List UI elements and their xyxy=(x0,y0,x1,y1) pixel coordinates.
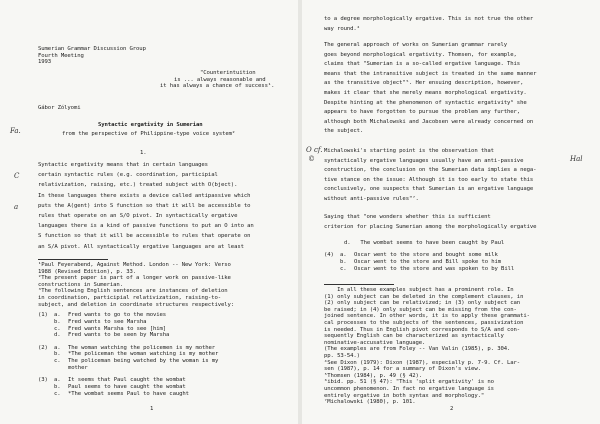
example-letter: b. xyxy=(54,351,61,358)
footnote-line: In all these examples subject has a prominent role. In xyxy=(324,287,514,293)
footnote-line: ⁶ibid. pp. 51 (§ 47): "This 'split ergativity' is no xyxy=(324,379,494,386)
example-text: Oscar went to the store and Bill spoke to him xyxy=(354,258,502,265)
footnote-line: cal processes to the subjects of the sentences, passivization xyxy=(324,320,524,326)
example-text: Fred wants Marsha to see [him] xyxy=(68,325,167,332)
epigraph-line: "Counterintuition xyxy=(200,70,256,76)
body-line: conclusively, one suspects that Sumerian is an ergative language xyxy=(324,186,534,193)
footnote-line: nominative-accusative language. xyxy=(324,339,426,346)
body-line: without anti-passive rules"⁷. xyxy=(324,196,419,202)
example-text: mother xyxy=(68,365,88,372)
body-line: construction, the conclusion on the Sumerian data implies a nega- xyxy=(324,167,537,174)
example-letter: b. xyxy=(54,384,61,391)
example-letter: a. xyxy=(54,344,61,351)
body-line: way round.⁴ xyxy=(324,25,360,32)
footnote-line: ³The following English sentences are instances of deletion xyxy=(38,288,228,295)
header-line: 1993 xyxy=(38,59,52,66)
paper-subtitle: from the perspective of Philippine-type voice system² xyxy=(62,131,236,137)
footnote-line: uncommon phenomenon. In fact no ergative language is xyxy=(324,386,494,392)
footnote-rule xyxy=(324,284,394,285)
footnote-line: 1988 (Revised Edition), p. 33. xyxy=(38,268,137,275)
section-number: 1. xyxy=(140,150,147,156)
example-letter: b. xyxy=(54,318,61,325)
footnote-line: constructions in Sumerian. xyxy=(38,281,123,288)
example-text: *The wombat seems Paul to have caught xyxy=(68,390,189,397)
body-line: Michalowski's starting point is the observation that xyxy=(324,148,494,154)
example-letter: c. xyxy=(54,325,61,332)
left-page xyxy=(0,0,298,424)
margin-note: Fa. xyxy=(10,127,21,135)
footnote-line: in coordination, participial relativization, raising-to- xyxy=(38,295,221,301)
header-line: Fourth Meeting xyxy=(38,52,84,59)
footnote-line: ⁷Michalowski (1980), p. 101. xyxy=(324,399,416,406)
epigraph-line: it has always a chance of success¹. xyxy=(160,83,275,90)
example-text: Fred wants to go to the movies xyxy=(68,312,167,318)
footnote-line: sequently English can be characterized as syntactically xyxy=(324,333,504,340)
footnote-line: pp. 53-54.) xyxy=(324,353,360,359)
author-name: Gábor Zólyomi xyxy=(38,105,81,111)
example-text: Oscar went to the store and bought some milk xyxy=(354,252,498,258)
footnote-line: ¹Paul Feyerabend, Against Method. London -- New York: Verso xyxy=(38,262,231,268)
body-line: as the transitive object"⁵. Her ensuing description, however, xyxy=(324,80,524,87)
margin-note: a xyxy=(14,203,19,211)
example-number: (4) xyxy=(324,252,334,258)
body-line: criterion for placing Sumerian among the morphologically ergative xyxy=(324,223,537,230)
footnote-line: be raised; in (4) only subject can be missing from the con- xyxy=(324,306,517,313)
body-line: Despite hinting at the phenomenon of syntactic ergativity⁶ she xyxy=(324,99,527,106)
body-line: tive stance on the issue: Although it is too early to state this xyxy=(324,176,534,183)
example-text: Fred wants to be seen by Marsha xyxy=(68,332,170,339)
footnote-rule xyxy=(38,259,108,260)
body-line: makes it clear that she merely means morphological ergativity. xyxy=(324,90,527,96)
example-letter: c. xyxy=(340,265,347,272)
example-text: Paul seems to have caught the wombat xyxy=(68,384,186,391)
footnote-line: ⁵Thomsen (1984), p. 49 (§ 42). xyxy=(324,372,423,379)
example-letter: c. xyxy=(54,390,61,397)
example-text: Oscar went to the store and was spoken to by Bill xyxy=(354,265,515,272)
example-number: (3) xyxy=(38,377,48,384)
example-letter: a. xyxy=(340,252,347,258)
body-line: S function so that it will be accessible to rules that operate on xyxy=(38,233,251,240)
body-line: means that the intransitive subject is treated in the same manner xyxy=(324,70,537,77)
right-page xyxy=(302,0,600,424)
footnote-line: is needed. Thus in English pivot corresponds to S/A and con- xyxy=(324,326,521,333)
body-line: although both Michalowski and Jacobsen were already concerned on xyxy=(324,118,534,125)
body-line: relativization, raising, etc.) treated subject with O(bject). xyxy=(38,182,238,189)
footnote-line: (1) only subject can be deleted in the complement clauses, in xyxy=(324,293,524,300)
margin-note: © xyxy=(308,155,315,163)
page-number: 1 xyxy=(150,406,154,412)
example-number: (1) xyxy=(38,312,48,318)
example-text: The woman watching the policemen is my mother xyxy=(68,344,216,351)
margin-note: O cf. xyxy=(306,146,323,154)
body-line: languages there is a kind of passive functions to put an O into an xyxy=(38,223,254,230)
body-line: The general approach of works on Sumerian grammar rarely xyxy=(324,42,507,48)
page-number: 2 xyxy=(450,406,454,412)
body-line: claims that "Sumerian is a so-called ergative language. This xyxy=(324,61,521,68)
header-line: Sumerian Grammar Discussion Group xyxy=(38,46,146,52)
epigraph-line: is ... always reasonable and xyxy=(174,76,266,83)
example-letter: d. xyxy=(54,332,61,339)
example-text: Fred wants to see Marsha xyxy=(68,318,147,325)
example-letter: a. xyxy=(54,312,61,318)
body-line: syntactically ergative languages usually have an anti-passive xyxy=(324,157,524,164)
example-text: It seems that Paul caught the wombat xyxy=(68,377,186,384)
footnote-line: sen (1987), p. 14 for a summary of Dixon's view. xyxy=(324,366,481,373)
body-line: to a degree morphologically ergative. This is not true the other xyxy=(324,16,534,22)
margin-note: C xyxy=(14,172,20,180)
body-line: goes beyond morphological ergativity. Thomsen, for example, xyxy=(324,51,517,58)
body-line: an S/A pivot. All syntactically ergative languages are at least xyxy=(38,243,244,250)
example-letter: c. xyxy=(54,358,61,365)
body-line: Saying that "one wonders whether this is sufficient xyxy=(324,214,491,220)
example-text: *The policeman the woman watching is my mother xyxy=(68,351,219,358)
example-number: (2) xyxy=(38,344,48,351)
body-line: puts the A(gent) into S function so that it will be accessible to xyxy=(38,202,251,209)
footnote-line: entirely ergative in both syntax and morphology." xyxy=(324,392,485,399)
footnote-line: (2) only subject can be relativized; in (3) only subject can xyxy=(324,300,521,307)
footnote-line: joined sentence. In other words, it is to apply these grammati- xyxy=(324,313,530,320)
paper-title: Syntactic ergativity in Sumerian xyxy=(98,122,203,128)
example-line: d. The wombat seems to have been caught by Paul xyxy=(344,240,505,246)
footnote-line: ²The present paper is part of a longer work on passive-like xyxy=(38,275,231,282)
footnote-line: ⁴See Dixon (1979): Dixon (1987), especially p. 7-9. Cf. Lar- xyxy=(324,359,521,366)
body-line: rules that operate on an S/O pivot. In syntactically ergative xyxy=(38,213,238,219)
example-letter: b. xyxy=(340,258,347,265)
margin-note: Hal xyxy=(570,155,583,163)
body-line: Syntactic ergativity means that in certain languages xyxy=(38,162,208,168)
body-line: the subject. xyxy=(324,128,364,135)
footnote-line: subject, and deletion in coordinate structures respectively: xyxy=(38,301,235,308)
example-letter: a. xyxy=(54,377,61,384)
footnote-line: (The examples are from Foley -- Van Valin (1985), p. 304. xyxy=(324,346,511,353)
example-text: The policeman being watched by the woman is my xyxy=(68,358,219,365)
body-line: In these languages there exists a device called antipassive which xyxy=(38,192,251,199)
body-line: appears to have forgotten to pursue the problem any further, xyxy=(324,109,521,116)
body-line: certain syntactic rules (e.g. coordination, participial xyxy=(38,172,218,179)
